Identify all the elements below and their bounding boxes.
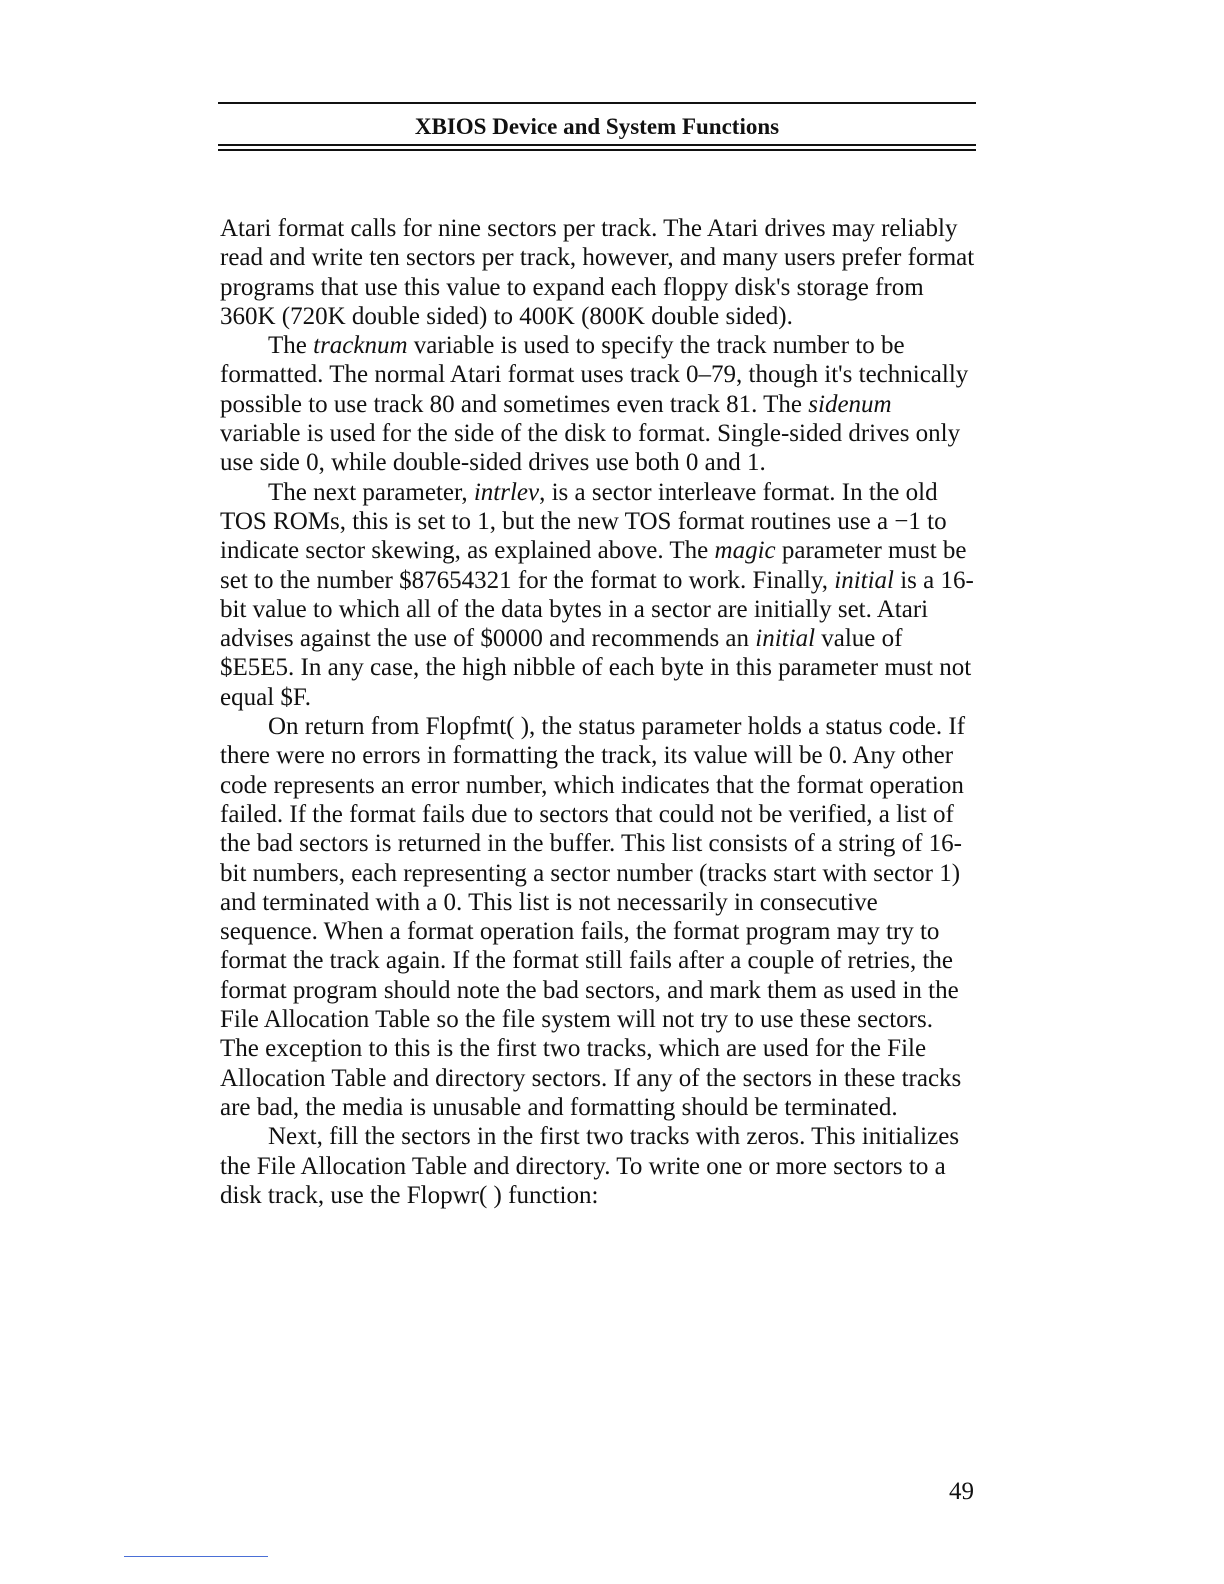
paragraph-2: The tracknum variable is used to specify the track number to be formatted. The normal Atari format uses track 0–79, though it's technically possible to use track 80 and sometimes even track 81. The sidenum variable is used for the side of the disk to format. Single-sided drives only use side 0, while double-sided drives use both 0 and 1. — [220, 332, 969, 477]
paragraph-3: The next parameter, intrlev, is a sector interleave format. In the old TOS ROMs, this is set to 1, but the new TOS format routines use a −1 to indicate sector skewing, as explained above. The magic parameter must be set to the number $87654321 for the format to work. Finally, initial is a 16-bit value to which all of the data bytes in a sector are initially set. Atari advises against the use of $0000 and recommends an initial value of $E5E5. In any case, the high nibble of each byte in this parameter must not equal $F. — [220, 478, 974, 711]
running-header — [218, 102, 976, 151]
footer-underline-mark — [124, 1556, 268, 1557]
header-rule-bottom — [218, 144, 976, 146]
running-head-title: XBIOS Device and System Functions — [414, 114, 780, 139]
paragraph-5: Next, fill the sectors in the first two tracks with zeros. This initializes the File Allocation Table and directory. To write one or more sectors to a disk track, use the Flopwr( ) function: — [220, 1123, 960, 1209]
header-rule-bottom-double — [218, 149, 976, 151]
body-text — [220, 214, 976, 1210]
paragraph-4: On return from Flopfmt( ), the status parameter holds a status code. If there were no errors in formatting the track, its value will be 0. Any other code represents an error number, which indicates that the format operation failed. If the format fails due to sectors that could not be verified, a list of the bad sectors is returned in the buffer. This list consists of a string of 16-bit numbers, each representing a sector number (tracks start with sector 1) and terminated with a 0. This list is not necessarily in consecutive sequence. When a format operation fails, the format program may try to format the track again. If the format still fails after a couple of retries, the format program should note the bad sectors, and mark them as used in the File Allocation Table so the file system will not try to use these sectors. The exception to this is the first two tracks, which are used for the File Allocation Table and directory sectors. If any of the sectors in these tracks are bad, the media is unusable and formatting should be terminated. — [220, 713, 966, 1121]
page-number: 49 — [949, 1478, 974, 1505]
paragraph-1: Atari format calls for nine sectors per track. The Atari drives may reliably read and write ten sectors per track, however, and many users prefer format programs that use this value to expand each floppy disk's storage from 360K (720K double sided) to 400K (800K double sided). — [220, 215, 975, 330]
